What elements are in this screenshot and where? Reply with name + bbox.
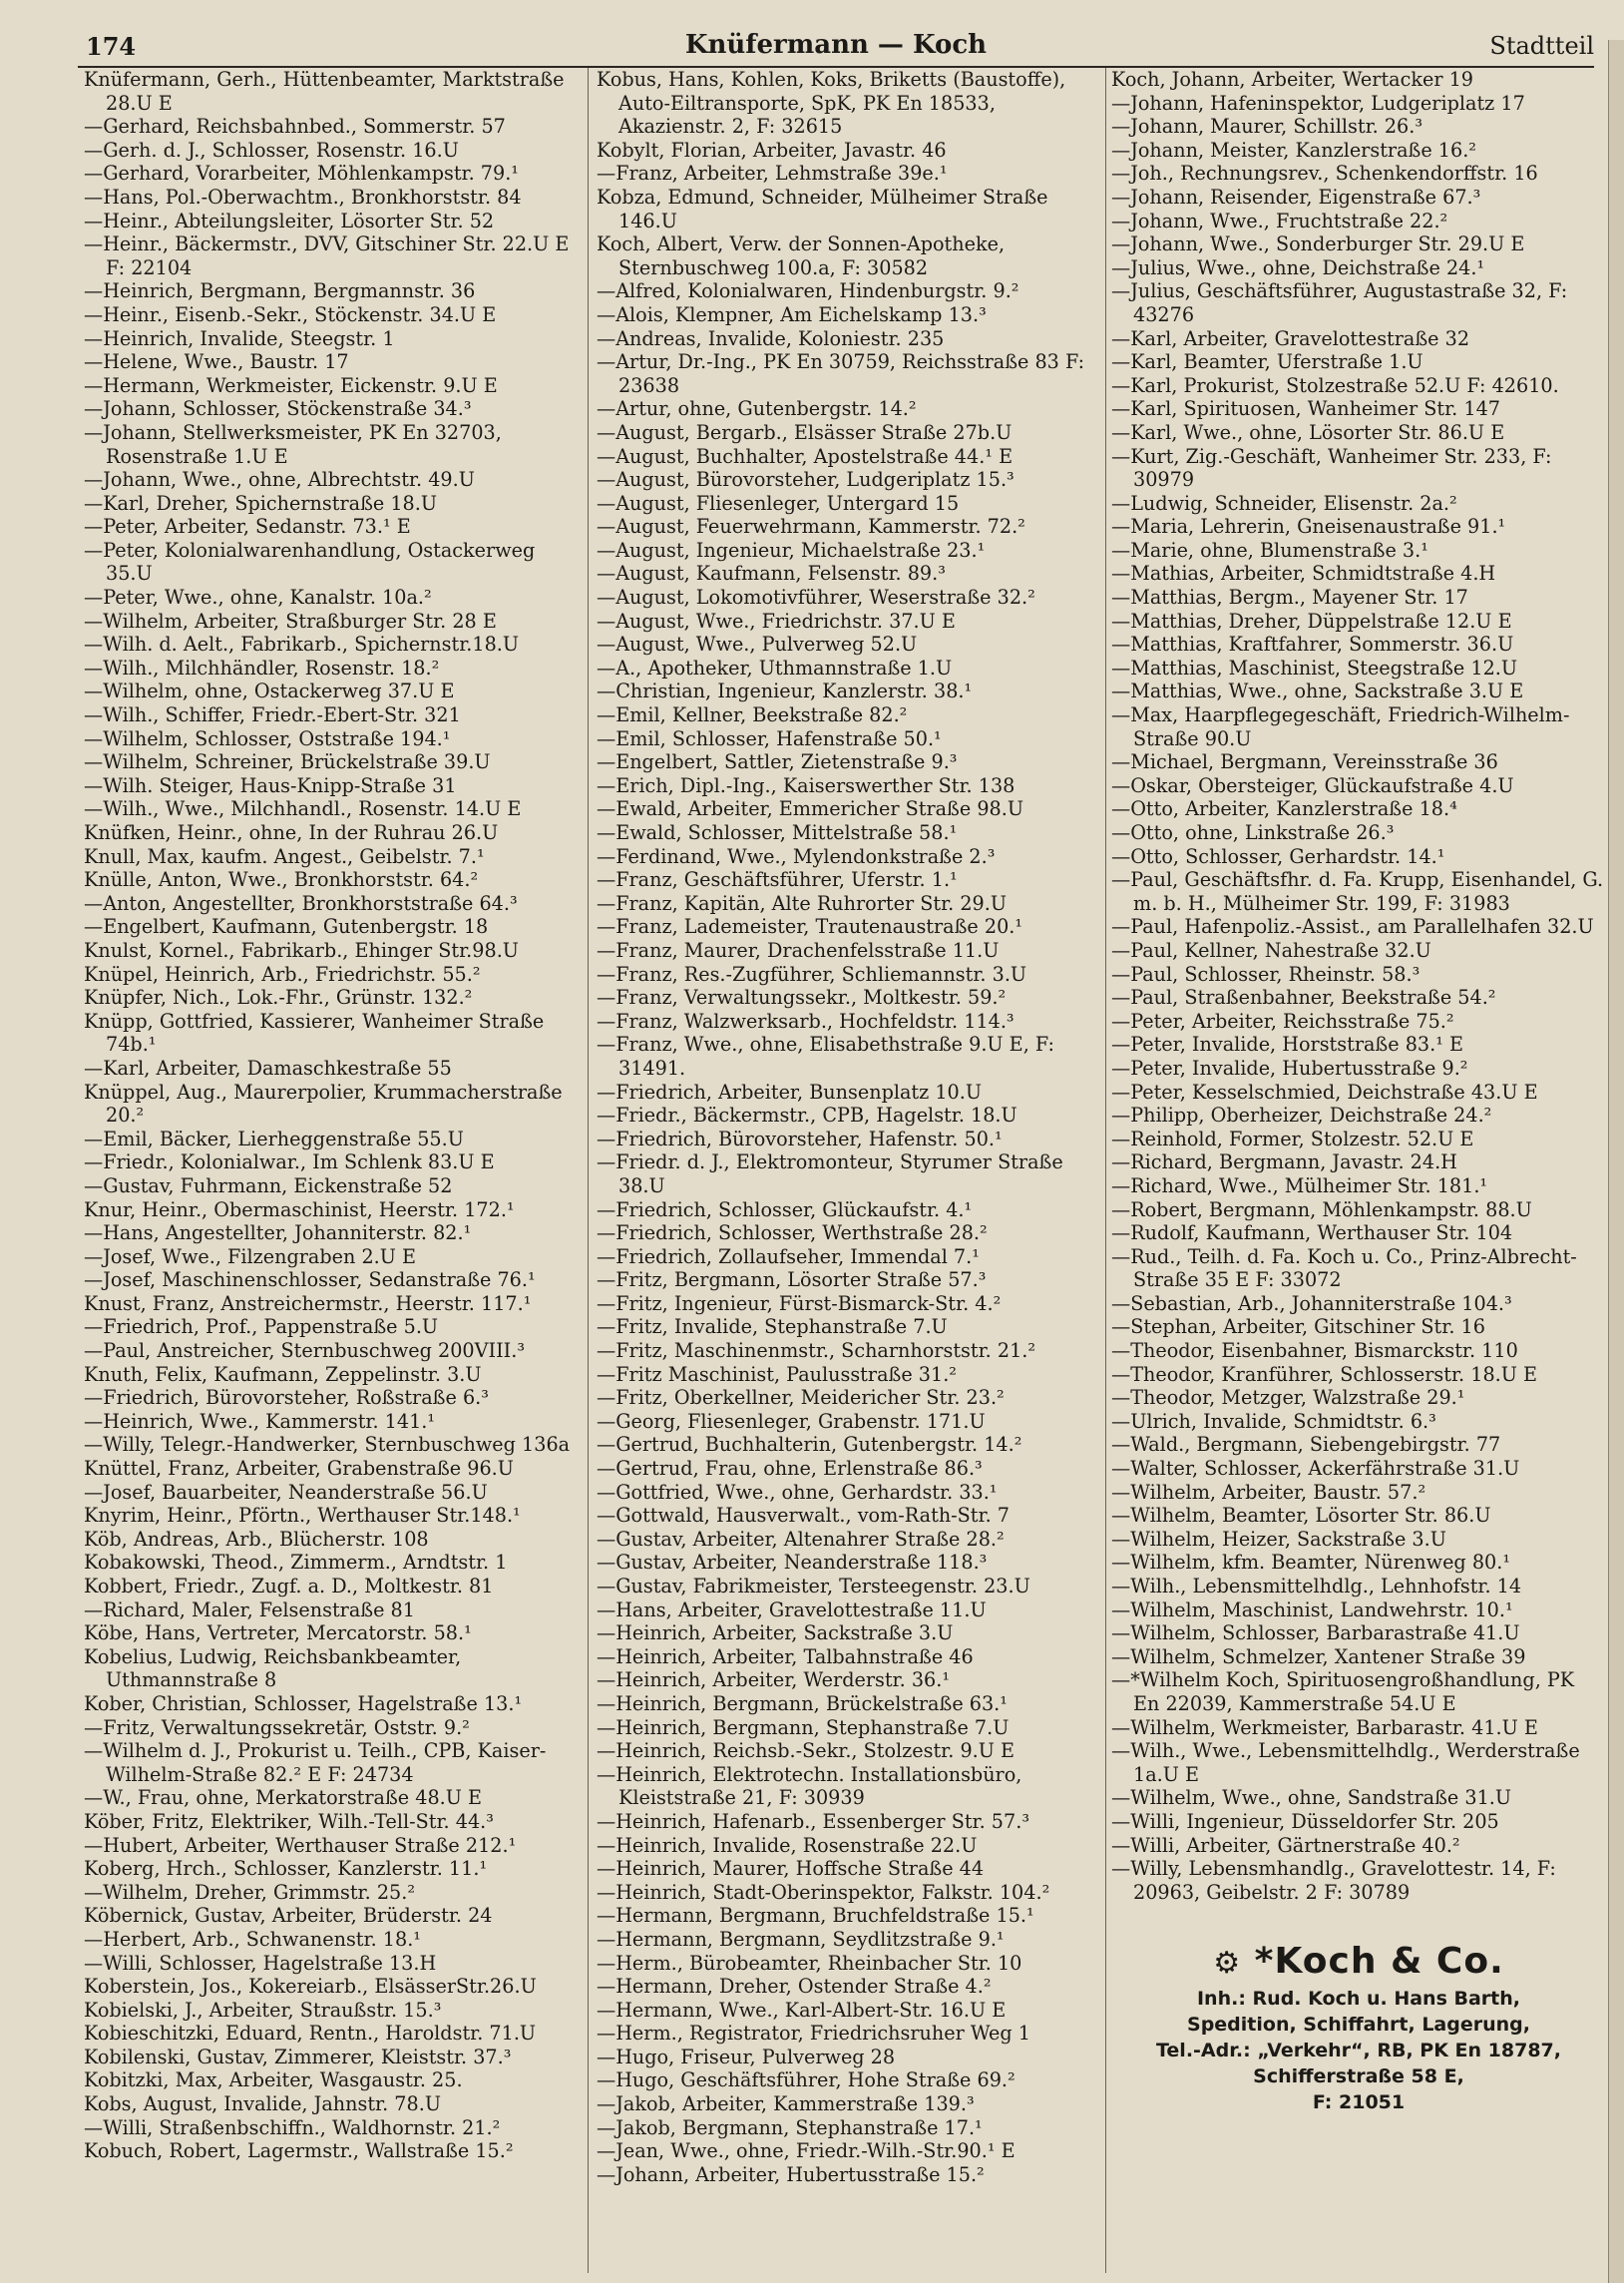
directory-entry: —Matthias, Maschinist, Steegstraße 12.U [1111,656,1518,680]
directory-entry: Kobza, Edmund, Schneider, Mülheimer Straße 146.U [597,185,1048,232]
directory-entry: —Gerhard, Reichsbahnbed., Sommerstr. 57 [84,115,506,139]
directory-entry: —Gertrud, Buchhalterin, Gutenbergstr. 14.² [597,1433,1022,1457]
directory-entry: —Paul, Hafenpoliz.-Assist., am Parallelhafen 32.U [1111,915,1594,939]
directory-entry: —Michael, Bergmann, Vereinsstraße 36 [1111,750,1498,774]
directory-entry: —Ludwig, Schneider, Elisenstr. 2a.² [1111,491,1457,515]
directory-entry: —Herbert, Arb., Schwanenstr. 18.¹ [84,1927,421,1951]
directory-entry: —*Wilhelm Koch, Spirituosengroßhandlung, PK En 22039, Kammerstraße 54.U E [1111,1668,1575,1715]
directory-entry: —Wilh. d. Aelt., Fabrikarb., Spichernstr.18.U [84,633,520,657]
column-divider [1105,68,1106,2273]
directory-entry: Köbe, Hans, Vertreter, Mercatorstr. 58.¹ [84,1621,472,1645]
directory-entry: Kober, Christian, Schlosser, Hagelstraße 13.¹ [84,1691,523,1715]
directory-entry: Knulst, Kornel., Fabrikarb., Ehinger Str.98.U [84,938,519,962]
directory-entry: —Johann, Meister, Kanzlerstraße 16.² [1111,138,1477,162]
directory-entry: —Franz, Lademeister, Trautenaustraße 20.¹ [597,915,1023,939]
directory-entry: —Rudolf, Kaufmann, Werthauser Str. 104 [1111,1221,1513,1245]
directory-entry: Kobieschitzki, Eduard, Rentn., Haroldstr. 71.U [84,2022,537,2046]
page-header [78,28,1594,68]
directory-entry: Kobylt, Florian, Arbeiter, Javastr. 46 [597,138,947,162]
directory-entry: —Paul, Straßenbahner, Beekstraße 54.² [1111,986,1496,1010]
advertisement-koch-co [1111,1940,1606,2115]
directory-entry: —Heinrich, Bergmann, Brückelstraße 63.¹ [597,1691,1008,1715]
directory-entry: Knüpp, Gottfried, Kassierer, Wanheimer Straße 74b.¹ [84,1009,545,1057]
directory-entry: —Friedrich, Arbeiter, Bunsenplatz 10.U [597,1080,983,1104]
directory-entry: —Friedr., Bäckermstr., CPB, Hagelstr. 18.U [597,1104,1017,1128]
directory-entry: —Wilhelm, Arbeiter, Straßburger Str. 28 E [84,609,497,633]
directory-entry: —Franz, Verwaltungssekr., Moltkestr. 59.² [597,986,1007,1010]
directory-entry: Köb, Andreas, Arb., Blücherstr. 108 [84,1527,429,1551]
directory-entry: —Richard, Maler, Felsenstraße 81 [84,1598,415,1621]
directory-entry: —Wilhelm, Schmelzer, Xantener Straße 39 [1111,1644,1526,1668]
directory-entry: —Heinrich, Stadt-Oberinspektor, Falkstr. 104.² [597,1880,1050,1904]
directory-entry: —Karl, Wwe., ohne, Lösorter Str. 86.U E [1111,420,1505,444]
directory-entry: —Wilhelm, Werkmeister, Barbarastr. 41.U E [1111,1715,1538,1739]
directory-entry: —Christian, Ingenieur, Kanzlerstr. 38.¹ [597,680,973,703]
ad-line: Spedition, Schiffahrt, Lagerung, [1187,2014,1530,2037]
directory-entry: —Alois, Klempner, Am Eichelskamp 13.³ [597,302,987,326]
directory-entry: —Heinrich, Invalide, Steegstr. 1 [84,326,395,350]
directory-entry: Knüppel, Aug., Maurerpolier, Krummacherstraße 20.² [84,1080,563,1128]
directory-entry: Knüfermann, Gerh., Hüttenbeamter, Marktstraße 28.U E [84,68,565,115]
directory-entry: —Heinrich, Arbeiter, Werderstr. 36.¹ [597,1668,951,1692]
directory-entry: —Hermann, Bergmann, Seydlitzstraße 9.¹ [597,1927,1005,1951]
directory-entry: —Wilhelm, kfm. Beamter, Nürenweg 80.¹ [1111,1551,1511,1575]
directory-entry: —Heinrich, Arbeiter, Talbahnstraße 46 [597,1644,974,1668]
directory-entry: —Heinrich, Wwe., Kammerstr. 141.¹ [84,1409,436,1433]
column-3-entries [1111,68,1606,1904]
directory-entry: —Georg, Fliesenleger, Grabenstr. 171.U [597,1409,986,1433]
directory-entry: —Josef, Maschinenschlosser, Sedanstraße 76.¹ [84,1268,536,1292]
directory-entry: —Engelbert, Kaufmann, Gutenbergstr. 18 [84,915,489,939]
directory-entry: —Wilhelm, Heizer, Sackstraße 3.U [1111,1527,1446,1551]
directory-entry: Knüpfer, Nich., Lok.-Fhr., Grünstr. 132.² [84,986,473,1010]
directory-entry: —Mathias, Arbeiter, Schmidtstraße 4.H [1111,562,1496,586]
directory-entry: Knüpel, Heinrich, Arb., Friedrichstr. 55.² [84,962,481,986]
directory-entry: —Rud., Teilh. d. Fa. Koch u. Co., Prinz-Albrecht-Straße 35 E F: 33072 [1111,1244,1577,1292]
directory-entry: —Wilhelm, Schreiner, Brückelstraße 39.U [84,750,491,774]
directory-entry: —Wilhelm, ohne, Ostackerweg 37.U E [84,680,455,703]
directory-entry: —Johann, Stellwerksmeister, PK En 32703, Rosenstraße 1.U E [84,420,502,468]
directory-entry: —Peter, Invalide, Hubertusstraße 9.² [1111,1056,1468,1080]
directory-entry: —Fritz Maschinist, Paulusstraße 31.² [597,1362,957,1386]
directory-entry: —Johann, Wwe., ohne, Albrechtstr. 49.U [84,468,475,492]
directory-entry: —Hermann, Bergmann, Bruchfeldstraße 15.¹ [597,1904,1034,1928]
directory-entry: —Wilhelm, Schlosser, Barbarastraße 41.U [1111,1621,1520,1645]
directory-entry: —Johann, Wwe., Sonderburger Str. 29.U E [1111,232,1525,256]
directory-entry: —Franz, Geschäftsführer, Uferstr. 1.¹ [597,868,958,892]
directory-entry: —Fritz, Invalide, Stephanstraße 7.U [597,1315,948,1339]
directory-entry: —Gustav, Arbeiter, Neanderstraße 118.³ [597,1551,988,1575]
directory-entry: Kobus, Hans, Kohlen, Koks, Briketts (Baustoffe), Auto-Eiltransporte, SpK, PK En 18533, Akazienstr. 2, F: 32615 [597,68,1066,139]
directory-entry: —Sebastian, Arb., Johanniterstraße 104.³ [1111,1291,1512,1315]
directory-entry: —A., Apotheker, Uthmannstraße 1.U [597,656,953,680]
directory-entry: —Heinrich, Invalide, Rosenstraße 22.U [597,1833,978,1857]
directory-entry: —Heinr., Eisenb.-Sekr., Stöckenstr. 34.U E [84,302,497,326]
directory-entry: Knüfken, Heinr., ohne, In der Ruhrau 26.U [84,821,499,844]
directory-entry: —August, Fliesenleger, Untergard 15 [597,491,960,515]
directory-entry: —Friedrich, Schlosser, Glückaufstr. 4.¹ [597,1197,973,1221]
directory-entry: —Heinrich, Elektrotechn. Installationsbüro, Kleiststraße 21, F: 30939 [597,1762,1022,1810]
directory-entry: —Franz, Res.-Zugführer, Schliemannstr. 3.U [597,962,1027,986]
directory-entry: —Wilh. Steiger, Haus-Knipp-Straße 31 [84,773,457,797]
directory-entry: —Fritz, Ingenieur, Fürst-Bismarck-Str. 4.² [597,1291,1002,1315]
directory-entry: —Philipp, Oberheizer, Deichstraße 24.² [1111,1104,1492,1128]
directory-entry: —Franz, Arbeiter, Lehmstraße 39e.¹ [597,162,948,186]
directory-entry: Knust, Franz, Anstreichermstr., Heerstr. 117.¹ [84,1291,532,1315]
directory-entry: —Artur, ohne, Gutenbergstr. 14.² [597,397,917,421]
directory-entry: Knull, Max, kaufm. Angest., Geibelstr. 7.¹ [84,844,485,868]
directory-entry: —August, Bürovorsteher, Ludgeriplatz 15.³ [597,468,1015,492]
directory-entry: —Karl, Arbeiter, Damaschkestraße 55 [84,1056,452,1080]
directory-entry: —August, Wwe., Friedrichstr. 37.U E [597,609,956,633]
directory-entry: —Johann, Wwe., Fruchtstraße 22.² [1111,209,1448,232]
directory-entry: —Gustav, Arbeiter, Altenahrer Straße 28.² [597,1527,1005,1551]
directory-entry: —Theodor, Eisenbahner, Bismarckstr. 110 [1111,1339,1518,1363]
directory-entry: —Paul, Geschäftsfhr. d. Fa. Krupp, Eisenhandel, G. m. b. H., Mülheimer Str. 199, F: 31983 [1111,868,1604,915]
directory-entry: —Hans, Pol.-Oberwachtm., Bronkhorststr. 84 [84,185,522,209]
directory-entry: —Jakob, Bergmann, Stephanstraße 17.¹ [597,2115,983,2139]
directory-entry: —Walter, Schlosser, Ackerfährstraße 31.U [1111,1457,1520,1481]
directory-entry: —August, Buchhalter, Apostelstraße 44.¹ E [597,444,1014,468]
directory-entry: —Marie, ohne, Blumenstraße 3.¹ [1111,538,1428,562]
directory-entry: —Gustav, Fuhrmann, Eickenstraße 52 [84,1173,453,1197]
directory-entry: —Matthias, Dreher, Düppelstraße 12.U E [1111,609,1512,633]
directory-entry: —Willy, Telegr.-Handwerker, Sternbuschweg 136a [84,1433,571,1457]
directory-entry: —Gerh. d. J., Schlosser, Rosenstr. 16.U [84,138,459,162]
directory-entry: —Karl, Beamter, Uferstraße 1.U [1111,350,1423,374]
directory-entry: Kobakowski, Theod., Zimmerm., Arndtstr. 1 [84,1551,508,1575]
directory-entry: —Hermann, Dreher, Ostender Straße 4.² [597,1975,992,1999]
directory-entry: —Otto, Schlosser, Gerhardstr. 14.¹ [1111,844,1445,868]
directory-entry: Kobilenski, Gustav, Zimmerer, Kleiststr. 37.³ [84,2045,512,2068]
directory-entry: —Emil, Kellner, Beekstraße 82.² [597,703,908,727]
directory-entry: —Franz, Maurer, Drachenfelsstraße 11.U [597,938,1000,962]
directory-entry: —Peter, Arbeiter, Sedanstr. 73.¹ E [84,515,411,539]
directory-entry: —Peter, Kolonialwarenhandlung, Ostackerweg 35.U [84,538,536,586]
ad-line: Tel.-Adr.: „Verkehr“, RB, PK En 18787, [1155,2040,1561,2062]
directory-entry: —Wilh., Milchhändler, Rosenstr. 18.² [84,656,440,680]
directory-entry: —Hans, Arbeiter, Gravelottestraße 11.U [597,1598,987,1621]
ad-company-label: *Koch & Co. [1254,1941,1504,1983]
directory-entry: —Theodor, Kranführer, Schlosserstr. 18.U E [1111,1362,1538,1386]
directory-entry: —Ferdinand, Wwe., Mylendonkstraße 2.³ [597,844,996,868]
directory-entry: —Johann, Hafeninspektor, Ludgeriplatz 17 [1111,91,1525,115]
directory-entry: —Hermann, Wwe., Karl-Albert-Str. 16.U E [597,1998,1007,2022]
directory-entry: —Alfred, Kolonialwaren, Hindenburgstr. 9.² [597,279,1019,303]
directory-entry: Knülle, Anton, Wwe., Bronkhorststr. 64.² [84,868,479,892]
directory-entry: —August, Wwe., Pulverweg 52.U [597,633,918,657]
directory-entry: —Heinrich, Maurer, Hoffsche Straße 44 [597,1857,985,1881]
section-label: Stadtteil [1489,32,1594,60]
directory-entry: —Johann, Maurer, Schillstr. 26.³ [1111,115,1423,139]
directory-entry: —Wilhelm, Schlosser, Oststraße 194.¹ [84,726,451,750]
directory-entry: —Herm., Bürobeamter, Rheinbacher Str. 10 [597,1951,1022,1975]
directory-column-3 [1111,68,1606,2273]
directory-entry: —Hugo, Geschäftsführer, Hohe Straße 69.² [597,2068,1015,2092]
directory-entry: Koch, Johann, Arbeiter, Wertacker 19 [1111,68,1474,91]
directory-entry: —Ewald, Schlosser, Mittelstraße 58.¹ [597,821,958,844]
directory-entry: —Paul, Schlosser, Rheinstr. 58.³ [1111,962,1421,986]
directory-entry: —Ewald, Arbeiter, Emmericher Straße 98.U [597,797,1024,821]
directory-entry: —Heinrich, Hafenarb., Essenberger Str. 57.³ [597,1809,1030,1833]
directory-entry: —Friedrich, Zollaufseher, Immendal 7.¹ [597,1244,980,1268]
directory-entry: —Julius, Wwe., ohne, Deichstraße 24.¹ [1111,255,1485,279]
directory-entry: —Friedrich, Prof., Pappenstraße 5.U [84,1315,439,1339]
directory-entry: —Jean, Wwe., ohne, Friedr.-Wilh.-Str.90.¹ E [597,2139,1015,2163]
directory-entry: —Gottfried, Wwe., ohne, Gerhardstr. 33.¹ [597,1480,998,1504]
directory-entry: —Johann, Schlosser, Stöckenstraße 34.³ [84,397,472,421]
directory-entry: —Friedrich, Bürovorsteher, Hafenstr. 50.¹ [597,1127,1003,1150]
directory-entry: —Matthias, Kraftfahrer, Sommerstr. 36.U [1111,633,1514,657]
directory-entry: —Paul, Kellner, Nahestraße 32.U [1111,938,1431,962]
directory-entry: —Franz, Wwe., ohne, Elisabethstraße 9.U E, F: 31491. [597,1033,1054,1080]
adjacent-page-edge [1608,40,1624,2283]
directory-entry: —Karl, Spirituosen, Wanheimer Str. 147 [1111,397,1500,421]
directory-entry: —Josef, Bauarbeiter, Neanderstraße 56.U [84,1480,488,1504]
directory-entry: —Wilhelm, Dreher, Grimmstr. 25.² [84,1880,416,1904]
column-divider [588,68,589,2273]
directory-entry: —Wilh., Wwe., Milchhandl., Rosenstr. 14.U E [84,797,522,821]
directory-entry: Kobielski, J., Arbeiter, Straußstr. 15.³ [84,1998,442,2022]
directory-entry: —Hubert, Arbeiter, Werthauser Straße 212.¹ [84,1833,517,1857]
directory-entry: —Reinhold, Former, Stolzestr. 52.U E [1111,1127,1474,1150]
ad-company-name [1111,1940,1606,1986]
page-title: Knüfermann — Koch [684,30,988,60]
directory-entry: —Franz, Kapitän, Alte Ruhrorter Str. 29.U [597,891,1008,915]
directory-entry: —August, Ingenieur, Michaelstraße 23.¹ [597,538,986,562]
directory-entry: —Heinr., Abteilungsleiter, Lösorter Str. 52 [84,209,495,232]
directory-entry: —Friedrich, Schlosser, Werthstraße 28.² [597,1221,988,1245]
directory-entry: —Gertrud, Frau, ohne, Erlenstraße 86.³ [597,1457,983,1481]
directory-entry: —Richard, Bergmann, Javastr. 24.H [1111,1150,1457,1174]
directory-entry: —Willi, Schlosser, Hagelstraße 13.H [84,1951,437,1975]
directory-entry: —Fritz, Verwaltungssekretär, Oststr. 9.² [84,1715,470,1739]
directory-entry: —Richard, Wwe., Mülheimer Str. 181.¹ [1111,1173,1488,1197]
directory-entry: —Karl, Dreher, Spichernstraße 18.U [84,491,438,515]
directory-entry: —Hugo, Friseur, Pulverweg 28 [597,2045,896,2068]
directory-column-1 [84,68,579,2273]
directory-entry: —Wilhelm, Maschinist, Landwehrstr. 10.¹ [1111,1598,1513,1621]
directory-entry: —Joh., Rechnungsrev., Schenkendorffstr. 16 [1111,162,1538,186]
directory-entry: Knuth, Felix, Kaufmann, Zeppelinstr. 3.U [84,1362,482,1386]
directory-entry: —Friedr. d. J., Elektromonteur, Styrumer Straße 38.U [597,1150,1063,1197]
directory-entry: —August, Bergarb., Elsässer Straße 27b.U [597,420,1013,444]
ad-line: Schifferstraße 58 E, [1253,2065,1464,2088]
directory-entry: —Wilh., Lebensmittelhdlg., Lehnhofstr. 14 [1111,1575,1522,1598]
directory-entry: Koberg, Hrch., Schlosser, Kanzlerstr. 11.¹ [84,1857,488,1881]
directory-entry: —Engelbert, Sattler, Zietenstraße 9.³ [597,750,958,774]
directory-entry: —Emil, Schlosser, Hafenstraße 50.¹ [597,726,942,750]
directory-entry: —Wilh., Schiffer, Friedr.-Ebert-Str. 321 [84,703,461,727]
directory-entry: —Heinr., Bäckermstr., DVV, Gitschiner Str. 22.U E F: 22104 [84,232,570,279]
directory-entry: —Fritz, Bergmann, Lösorter Straße 57.³ [597,1268,987,1292]
directory-entry: —Karl, Prokurist, Stolzestraße 52.U F: 42610. [1111,373,1559,397]
ad-line: Inh.: Rud. Koch u. Hans Barth, [1196,1988,1521,2011]
directory-entry: —Kurt, Zig.-Geschäft, Wanheimer Str. 233, F: 30979 [1111,444,1552,492]
directory-entry: —Wilhelm, Arbeiter, Baustr. 57.² [1111,1480,1426,1504]
directory-entry: —Erich, Dipl.-Ing., Kaiserswerther Str. 138 [597,773,1015,797]
directory-entry: —Karl, Arbeiter, Gravelottestraße 32 [1111,326,1470,350]
directory-entry: Kobuch, Robert, Lagermstr., Wallstraße 15.² [84,2139,514,2163]
directory-entry: —Heinrich, Arbeiter, Sackstraße 3.U [597,1621,954,1645]
directory-entry: Köbernick, Gustav, Arbeiter, Brüderstr. 24 [84,1904,493,1928]
directory-entry: —Otto, ohne, Linkstraße 26.³ [1111,821,1395,844]
directory-entry: Koberstein, Jos., Kokereiarb., ElsässerStr.26.U [84,1975,537,1999]
directory-entry: Knur, Heinr., Obermaschinist, Heerstr. 172.¹ [84,1197,515,1221]
directory-entry: —Willi, Straßenbschiffn., Waldhornstr. 21.² [84,2115,501,2139]
directory-entry: —Paul, Anstreicher, Sternbuschweg 200VIII.³ [84,1339,526,1363]
directory-entry: —Hermann, Werkmeister, Eickenstr. 9.U E [84,373,498,397]
directory-entry: —Willi, Ingenieur, Düsseldorfer Str. 205 [1111,1809,1499,1833]
directory-entry: —Hans, Angestellter, Johanniterstr. 82.¹ [84,1221,472,1245]
directory-entry: —Gottwald, Hausverwalt., vom-Rath-Str. 7 [597,1504,1010,1528]
directory-entry: —Friedr., Kolonialwar., Im Schlenk 83.U E [84,1150,495,1174]
directory-entry: —Oskar, Obersteiger, Glückaufstraße 4.U [1111,773,1514,797]
directory-entry: —Ulrich, Invalide, Schmidtstr. 6.³ [1111,1409,1436,1433]
directory-entry: Knyrim, Heinr., Pförtn., Werthauser Str.148.¹ [84,1504,521,1528]
directory-entry: —Willy, Lebensmhandlg., Gravelottestr. 14, F: 20963, Geibelstr. 2 F: 30789 [1111,1857,1556,1904]
directory-entry: —Herm., Registrator, Friedrichsruher Weg 1 [597,2022,1030,2046]
directory-entry: —Fritz, Maschinenmstr., Scharnhorststr. 21.² [597,1339,1036,1363]
directory-entry: —Jakob, Arbeiter, Kammerstraße 139.³ [597,2092,975,2116]
directory-entry: —Peter, Arbeiter, Reichsstraße 75.² [1111,1009,1454,1033]
directory-entry: —Heinrich, Bergmann, Bergmannstr. 36 [84,279,476,303]
directory-entry: Kobelius, Ludwig, Reichsbankbeamter, Uthmannstraße 8 [84,1644,462,1692]
directory-entry: —Fritz, Oberkellner, Meidericher Str. 23.² [597,1386,1005,1410]
directory-entry: —Johann, Arbeiter, Hubertusstraße 15.² [597,2162,985,2186]
directory-entry: —Peter, Invalide, Horststraße 83.¹ E [1111,1033,1464,1057]
directory-entry: Kobitzki, Max, Arbeiter, Wasgaustr. 25. [84,2068,463,2092]
directory-entry: —Wilhelm, Beamter, Lösorter Str. 86.U [1111,1504,1491,1528]
directory-entry: —Maria, Lehrerin, Gneisenaustraße 91.¹ [1111,515,1506,539]
directory-entry: —Otto, Arbeiter, Kanzlerstraße 18.⁴ [1111,797,1457,821]
directory-entry: Kobs, August, Invalide, Jahnstr. 78.U [84,2092,441,2116]
directory-entry: —Friedrich, Bürovorsteher, Roßstraße 6.³ [84,1386,489,1410]
directory-entry: —Heinrich, Reichsb.-Sekr., Stolzestr. 9.U E [597,1739,1015,1763]
directory-entry: —Wilh., Wwe., Lebensmittelhdlg., Werderstraße 1a.U E [1111,1739,1580,1786]
directory-entry: —Gerhard, Vorarbeiter, Möhlenkampstr. 79.¹ [84,162,519,186]
directory-entry: Kobbert, Friedr., Zugf. a. D., Moltkestr. 81 [84,1575,494,1598]
directory-entry: —August, Lokomotivführer, Weserstraße 32.² [597,586,1035,610]
directory-column-2 [597,68,1103,2273]
directory-entry: —Max, Haarpflegegeschäft, Friedrich-Wilhelm-Straße 90.U [1111,703,1570,750]
directory-entry: —Heinrich, Bergmann, Stephanstraße 7.U [597,1715,1010,1739]
directory-entry: —Gustav, Fabrikmeister, Tersteegenstr. 23.U [597,1575,1030,1598]
ad-line: F: 21051 [1312,2091,1406,2114]
directory-entry: —Wald., Bergmann, Siebengebirgstr. 77 [1111,1433,1501,1457]
anchor-wheel-icon: ⚙ [1213,1946,1242,1982]
page-number: 174 [86,32,137,61]
directory-entry: —Matthias, Bergm., Mayener Str. 17 [1111,586,1468,610]
directory-entry: —Willi, Arbeiter, Gärtnerstraße 40.² [1111,1833,1460,1857]
directory-entry: —Andreas, Invalide, Koloniestr. 235 [597,326,945,350]
directory-entry: —Peter, Kesselschmied, Deichstraße 43.U E [1111,1080,1538,1104]
directory-entry: —Peter, Wwe., ohne, Kanalstr. 10a.² [84,586,432,610]
directory-entry: Knüttel, Franz, Arbeiter, Grabenstraße 96.U [84,1457,514,1481]
directory-entry: Koch, Albert, Verw. der Sonnen-Apotheke, Sternbuschweg 100.a, F: 30582 [597,232,1006,279]
directory-entry: —Josef, Wwe., Filzengraben 2.U E [84,1244,417,1268]
directory-entry: —Theodor, Metzger, Walzstraße 29.¹ [1111,1386,1465,1410]
directory-entry: —W., Frau, ohne, Merkatorstraße 48.U E [84,1786,483,1810]
directory-entry: —Matthias, Wwe., ohne, Sackstraße 3.U E [1111,680,1524,703]
directory-entry: —Helene, Wwe., Baustr. 17 [84,350,349,374]
directory-entry: —Wilhelm, Wwe., ohne, Sandstraße 31.U [1111,1786,1512,1810]
directory-entry: —Johann, Reisender, Eigenstraße 67.³ [1111,185,1481,209]
directory-entry: —Wilhelm d. J., Prokurist u. Teilh., CPB, Kaiser-Wilhelm-Straße 82.² E F: 24734 [84,1739,547,1786]
directory-entry: —Emil, Bäcker, Lierheggenstraße 55.U [84,1127,464,1150]
directory-entry: —August, Kaufmann, Felsenstr. 89.³ [597,562,946,586]
directory-entry: —Franz, Walzwerksarb., Hochfeldstr. 114.³ [597,1009,1015,1033]
directory-entry: —August, Feuerwehrmann, Kammerstr. 72.² [597,515,1025,539]
directory-entry: —Robert, Bergmann, Möhlenkampstr. 88.U [1111,1197,1532,1221]
directory-entry: —Artur, Dr.-Ing., PK En 30759, Reichsstraße 83 F: 23638 [597,350,1085,397]
directory-entry: Köber, Fritz, Elektriker, Wilh.-Tell-Str. 44.³ [84,1809,494,1833]
directory-entry: —Julius, Geschäftsführer, Augustastraße 32, F: 43276 [1111,279,1568,326]
directory-entry: —Stephan, Arbeiter, Gitschiner Str. 16 [1111,1315,1485,1339]
directory-entry: —Anton, Angestellter, Bronkhorststraße 64.³ [84,891,518,915]
